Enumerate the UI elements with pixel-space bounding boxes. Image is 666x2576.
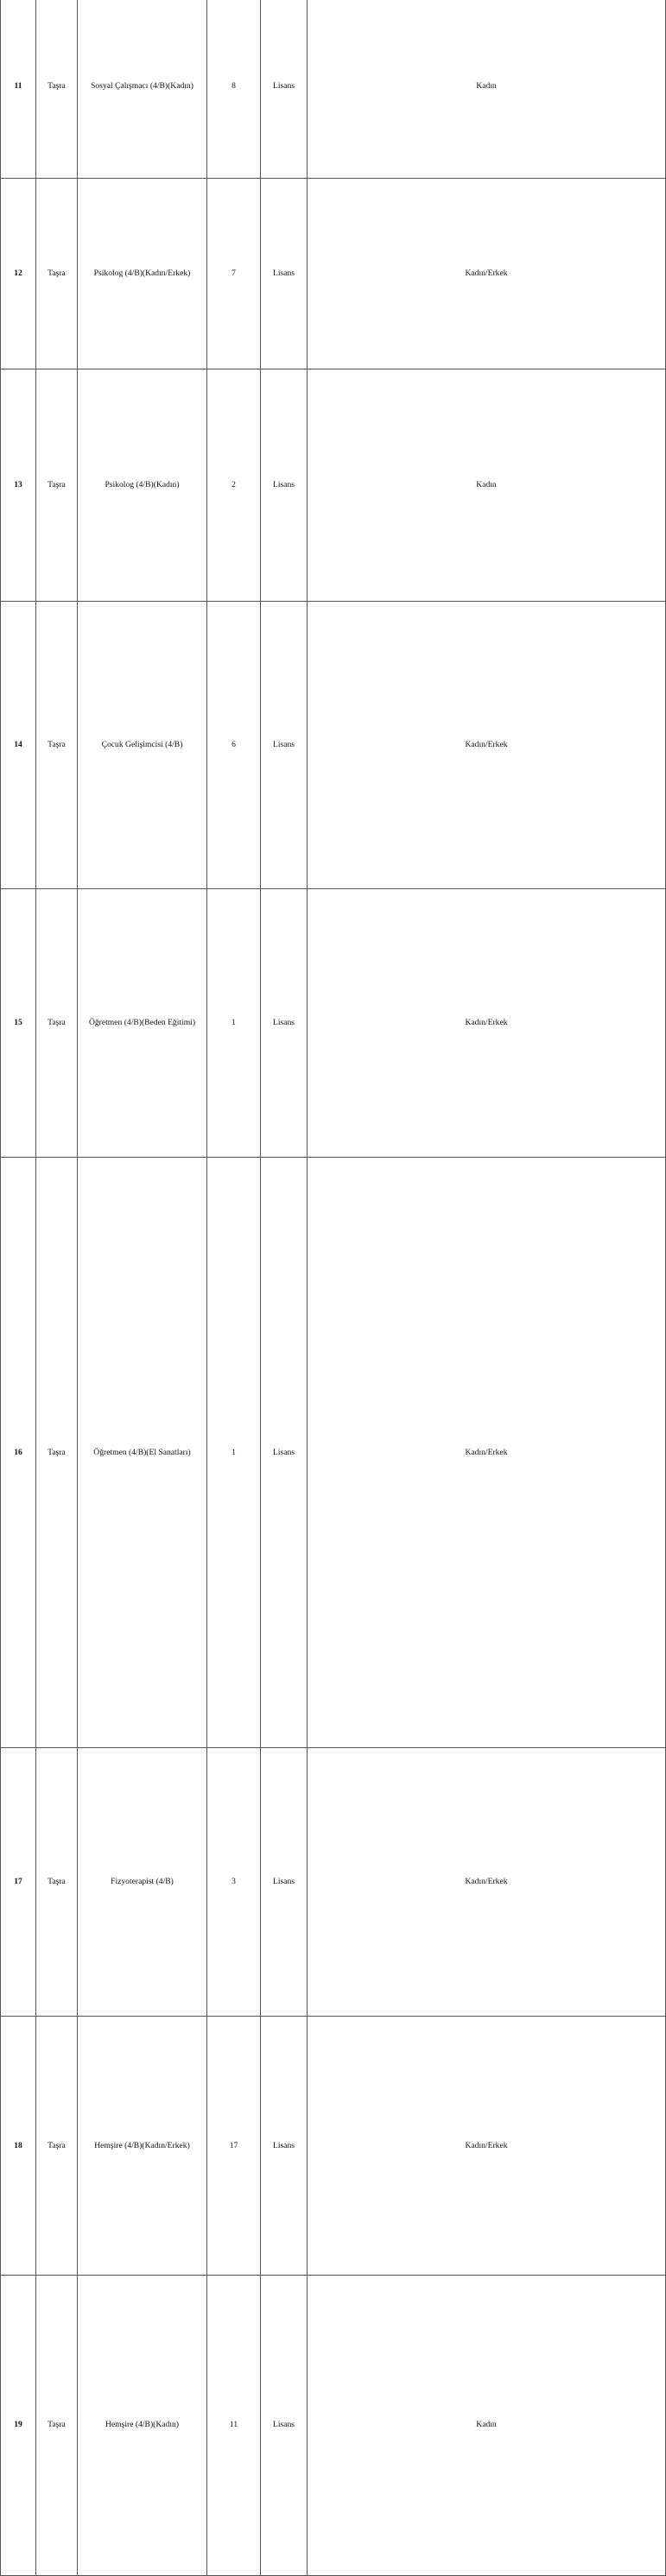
position-count-cell: 6 xyxy=(207,601,261,889)
education-cell: Lisans xyxy=(261,369,308,601)
row-number: 13 xyxy=(1,369,36,601)
location-cell: Taşra xyxy=(36,0,78,179)
position-count-cell: 17 xyxy=(207,2016,261,2275)
position-count-cell: 7 xyxy=(207,179,261,369)
table-row xyxy=(1,179,666,240)
position-count-cell: 3 xyxy=(207,1747,261,2016)
position-title-cell: Hemşire (4/B)(Kadın) xyxy=(78,2275,207,2575)
education-cell: Lisans xyxy=(261,2275,308,2575)
table-row xyxy=(1,0,666,8)
gender-cell: Kadın xyxy=(308,0,666,179)
education-cell: Lisans xyxy=(261,179,308,369)
table-row xyxy=(1,601,666,760)
position-title-cell: Sosyal Çalışmacı (4/B)(Kadın) xyxy=(78,0,207,179)
table-row xyxy=(1,369,666,430)
location-cell: Taşra xyxy=(36,2016,78,2275)
positions-table-body xyxy=(1,0,666,2575)
location-cell: Taşra xyxy=(36,601,78,889)
table-row xyxy=(1,889,666,1028)
location-cell: Taşra xyxy=(36,889,78,1158)
position-title-cell: Psikolog (4/B)(Kadın/Erkek) xyxy=(78,179,207,369)
row-number: 15 xyxy=(1,889,36,1158)
row-number: 12 xyxy=(1,179,36,369)
position-title-cell: Öğretmen (4/B)(Beden Eğitimi) xyxy=(78,889,207,1158)
position-title-cell: Hemşire (4/B)(Kadın/Erkek) xyxy=(78,2016,207,2275)
location-cell: Taşra xyxy=(36,369,78,601)
table-row xyxy=(1,2275,666,2404)
location-cell: Taşra xyxy=(36,2275,78,2575)
table-row xyxy=(1,1747,666,1886)
location-cell: Taşra xyxy=(36,1747,78,2016)
gender-cell: Kadın/Erkek xyxy=(308,179,666,369)
position-title-cell: Fizyoterapist (4/B) xyxy=(78,1747,207,2016)
location-cell: Taşra xyxy=(36,1158,78,1748)
table-row xyxy=(1,1158,666,1619)
position-count-cell: 11 xyxy=(207,2275,261,2575)
gender-cell: Kadın/Erkek xyxy=(308,601,666,889)
location-cell: Taşra xyxy=(36,179,78,369)
position-title-cell: Psikolog (4/B)(Kadın) xyxy=(78,369,207,601)
gender-cell: Kadın/Erkek xyxy=(308,1158,666,1748)
education-cell: Lisans xyxy=(261,1747,308,2016)
education-cell: Lisans xyxy=(261,601,308,889)
row-number: 11 xyxy=(1,0,36,179)
gender-cell: Kadın/Erkek xyxy=(308,2016,666,2275)
education-cell: Lisans xyxy=(261,2016,308,2275)
position-title-cell: Öğretmen (4/B)(El Sanatları) xyxy=(78,1158,207,1748)
row-number: 14 xyxy=(1,601,36,889)
table-row xyxy=(1,2016,666,2145)
row-number: 17 xyxy=(1,1747,36,2016)
row-number: 18 xyxy=(1,2016,36,2275)
gender-cell: Kadın xyxy=(308,369,666,601)
row-number: 16 xyxy=(1,1158,36,1748)
education-cell: Lisans xyxy=(261,0,308,179)
position-count-cell: 1 xyxy=(207,889,261,1158)
gender-cell: Kadın xyxy=(308,2275,666,2575)
gender-cell: Kadın/Erkek xyxy=(308,889,666,1158)
position-title-cell: Çocuk Gelişimcisi (4/B) xyxy=(78,601,207,889)
education-cell: Lisans xyxy=(261,1158,308,1748)
position-count-cell: 1 xyxy=(207,1158,261,1748)
education-cell: Lisans xyxy=(261,889,308,1158)
position-count-cell: 8 xyxy=(207,0,261,179)
gender-cell: Kadın/Erkek xyxy=(308,1747,666,2016)
row-number: 19 xyxy=(1,2275,36,2575)
position-count-cell: 2 xyxy=(207,369,261,601)
